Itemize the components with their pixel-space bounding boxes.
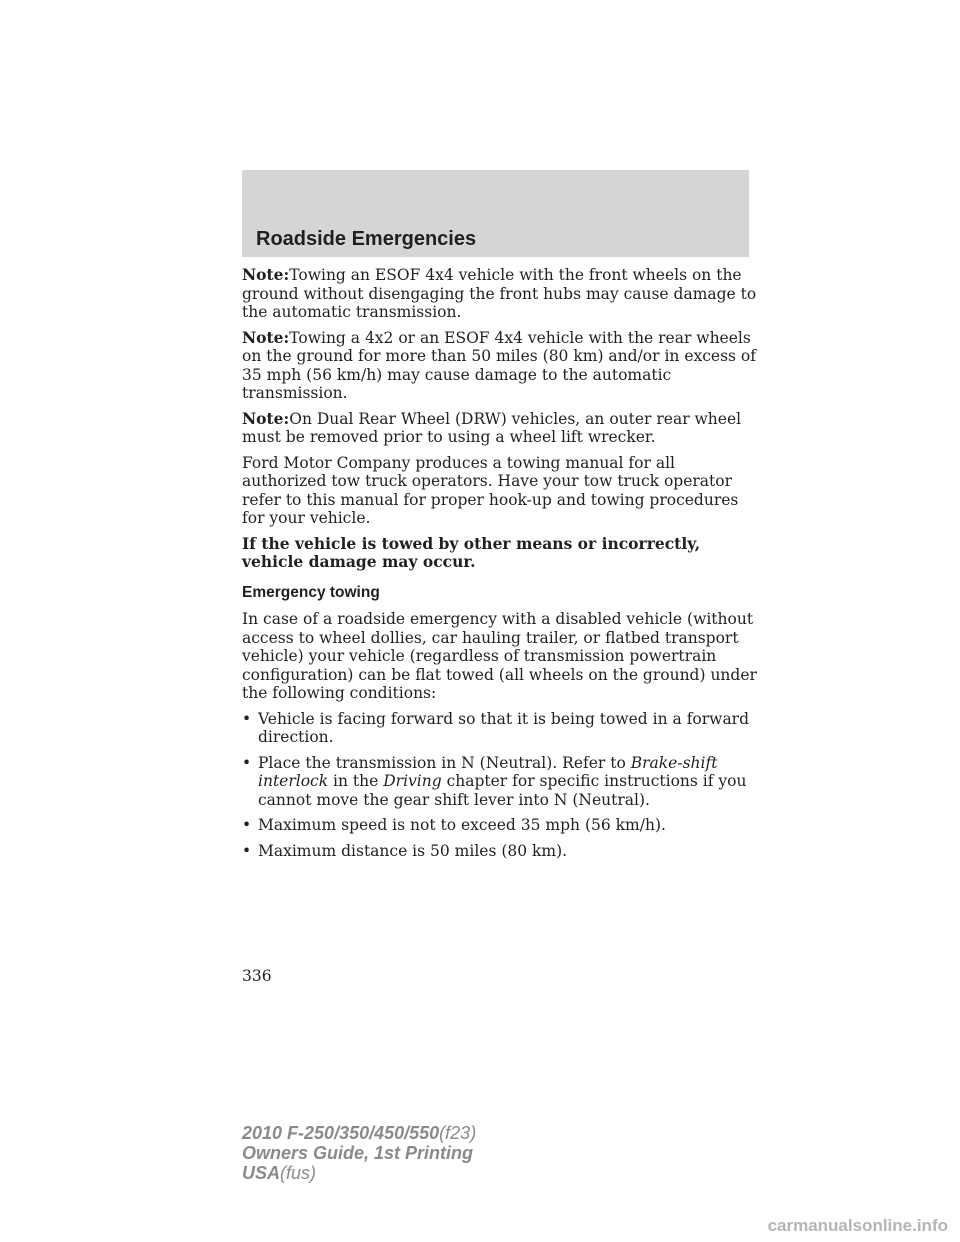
- note-text: Towing an ESOF 4x4 vehicle with the front wheels on the ground without disengaging the front hubs may cause damage to the automatic transmission.: [242, 266, 757, 321]
- note-text: Towing a 4x2 or an ESOF 4x4 vehicle with the rear wheels on the ground for more than 50 miles (80 km) and/or in excess of 35 mph (56 km/h) may cause damage to the automatic transmission.: [242, 328, 756, 402]
- list-item: [242, 842, 757, 861]
- note-paragraph: [242, 410, 757, 447]
- list-item-text: Maximum distance is 50 miles (80 km).: [258, 841, 568, 860]
- note-label: Note:: [242, 327, 290, 347]
- emergency-towing-intro: In case of a roadside emergency with a disabled vehicle (without access to wheel dollies, car hauling trailer, or flatbed transport vehicle) your vehicle (regardless of transmission powertrain configuration) can be flat towed (all wheels on the ground) under the following conditions:: [242, 610, 757, 702]
- list-item-text: in the: [328, 772, 384, 790]
- note-text: On Dual Rear Wheel (DRW) vehicles, an outer rear wheel must be removed prior to using a wheel lift wrecker.: [242, 409, 742, 446]
- bullet-icon: •: [242, 816, 252, 834]
- footer-market: USA: [242, 1163, 281, 1183]
- section-title: Roadside Emergencies: [256, 228, 477, 250]
- footer-model: 2010 F-250/350/450/550: [242, 1123, 440, 1143]
- page-number: 336: [242, 967, 272, 985]
- bullet-icon: •: [242, 753, 252, 772]
- bullet-icon: •: [242, 841, 252, 860]
- note-label: Note:: [242, 265, 290, 284]
- list-item-text: chapter for specific instructions if you cannot move the gear shift lever into N (Neutral).: [258, 772, 747, 809]
- ford-towing-manual-paragraph: Ford Motor Company produces a towing manual for all authorized tow truck operators. Have your tow truck operator refer to this manual for proper hook-up and towing procedures for your vehicle.: [242, 453, 739, 527]
- emergency-towing-heading: Emergency towing: [242, 583, 380, 601]
- footer-code: (fus): [280, 1163, 317, 1183]
- watermark: carmanualsonline.info: [767, 1216, 948, 1235]
- list-item-text: Vehicle is facing forward so that it is being towed in a forward direction.: [258, 709, 750, 746]
- footer-code: (f23): [439, 1123, 477, 1143]
- page-content: [242, 266, 757, 867]
- note-label: Note:: [242, 408, 290, 428]
- cross-reference: Brake-shift interlock: [258, 753, 718, 790]
- footer-line: Owners Guide, 1st Printing: [242, 1143, 474, 1163]
- list-item-text: Maximum speed is not to exceed 35 mph (56 km/h).: [258, 816, 666, 834]
- footer-line: [242, 1123, 476, 1143]
- list-item-text: Place the transmission in N (Neutral). Refer to: [258, 753, 631, 772]
- bullet-icon: •: [242, 709, 252, 728]
- note-paragraph: [242, 329, 757, 403]
- list-item: [242, 754, 757, 810]
- warning-paragraph: If the vehicle is towed by other means or incorrectly, vehicle damage may occur.: [242, 533, 701, 571]
- document-footer: [242, 1123, 476, 1183]
- cross-reference: Driving: [383, 772, 442, 790]
- conditions-list: [242, 710, 757, 861]
- list-item: [242, 816, 757, 835]
- note-paragraph: [242, 266, 757, 322]
- footer-line: [242, 1163, 476, 1183]
- list-item: [242, 710, 757, 747]
- section-header-band: [242, 170, 749, 257]
